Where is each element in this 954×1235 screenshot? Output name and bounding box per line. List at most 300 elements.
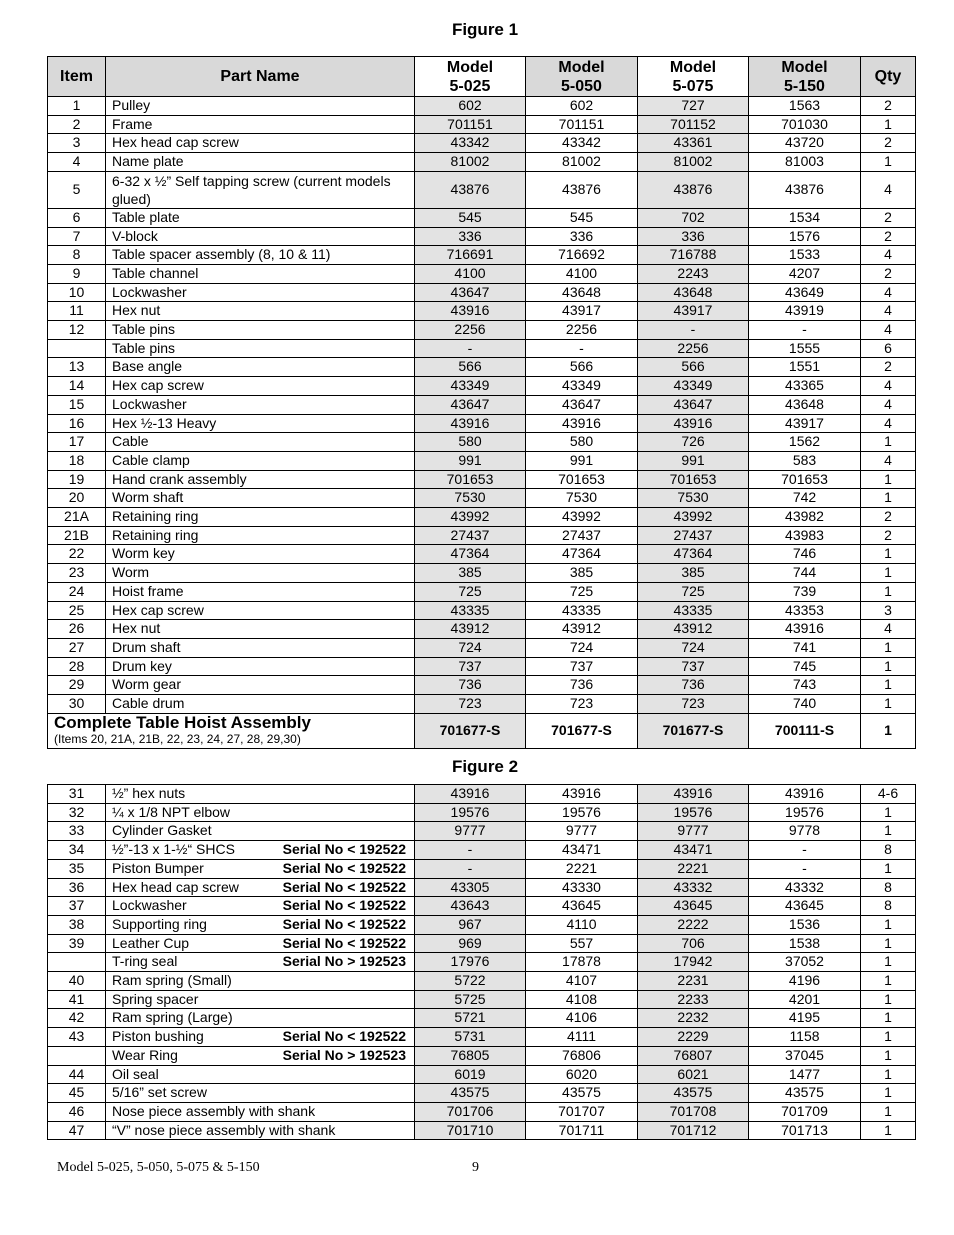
model-5-075-cell: 736 [638,676,749,695]
model-5-150-cell: 37052 [749,953,861,972]
qty-cell: 1 [861,115,916,134]
table-row [48,489,916,508]
assembly-model-5-025: 701677-S [415,713,526,748]
model-5-150-cell: - [749,841,861,860]
serial-number-note: Serial No > 192523 [282,1046,406,1063]
assembly-model-5-150: 700111-S [749,713,861,748]
table-row [48,1028,916,1047]
table-row [48,1102,916,1121]
model-5-075-cell: 43647 [638,395,749,414]
part-name-cell [106,953,415,972]
qty-cell: 4 [861,395,916,414]
qty-cell: 1 [861,859,916,878]
model-5-025-cell: 736 [415,676,526,695]
part-name-cell: V-block [106,227,415,246]
part-name-cell: Worm [106,564,415,583]
part-name-cell: Frame [106,115,415,134]
model-5-050-cell: 43342 [526,134,638,153]
table-row [48,676,916,695]
item-number-cell: 41 [48,990,106,1009]
part-name-cell: Lockwasher [106,283,415,302]
part-name-text: Lockwasher [112,897,187,914]
table-row [48,153,916,172]
model-5-150-cell: 43648 [749,395,861,414]
model-5-075-cell: 9777 [638,822,749,841]
part-name-text: Hex head cap screw [112,878,239,895]
table-row [48,803,916,822]
item-number-cell: 44 [48,1065,106,1084]
serial-number-note: Serial No < 192522 [282,897,406,914]
item-number-cell: 43 [48,1028,106,1047]
model-5-075-cell: 701152 [638,115,749,134]
serial-number-note: Serial No < 192522 [282,915,406,932]
model-5-150-cell: 43645 [749,897,861,916]
model-5-025-cell: 967 [415,915,526,934]
model-5-075-cell: 17942 [638,953,749,972]
model-5-025-cell: 6019 [415,1065,526,1084]
model-5-025-cell: - [415,859,526,878]
model-5-075-cell: 43648 [638,283,749,302]
model-5-075-cell: 702 [638,208,749,227]
model-5-025-cell: 43876 [415,171,526,208]
model-5-150-cell: 43649 [749,283,861,302]
model-5-050-cell: 43916 [526,414,638,433]
qty-cell: 4 [861,302,916,321]
part-name-cell: Worm gear [106,676,415,695]
model-5-025-cell: 47364 [415,545,526,564]
model-5-075-cell: 7530 [638,489,749,508]
model-5-025-cell: 43916 [415,414,526,433]
model-5-075-cell: 43916 [638,785,749,804]
part-name-cell: Drum shaft [106,638,415,657]
model-5-075-cell: 27437 [638,526,749,545]
model-5-050-cell: 701653 [526,470,638,489]
model-5-075-cell: 726 [638,433,749,452]
model-5-075-cell: 2221 [638,859,749,878]
model-5-150-cell: 4207 [749,264,861,283]
model-5-050-cell: 27437 [526,526,638,545]
qty-cell: 1 [861,990,916,1009]
qty-cell: 1 [861,1102,916,1121]
model-5-150-cell: 701709 [749,1102,861,1121]
table-row [48,953,916,972]
model-5-075-cell: 2233 [638,990,749,1009]
part-name-cell [106,841,415,860]
part-name-cell: Oil seal [106,1065,415,1084]
table-row [48,134,916,153]
model-5-150-cell: 43983 [749,526,861,545]
part-name-cell: Pulley [106,97,415,116]
model-5-150-cell: 746 [749,545,861,564]
qty-cell: 4 [861,620,916,639]
item-number-cell [48,339,106,358]
model-5-150-cell: 744 [749,564,861,583]
model-5-025-cell: 5725 [415,990,526,1009]
model-5-025-cell: 5731 [415,1028,526,1047]
table-row [48,321,916,340]
part-name-text: Wear Ring [112,1046,178,1063]
table-row [48,1009,916,1028]
model-5-050-cell: 724 [526,638,638,657]
table-row [48,264,916,283]
model-5-075-cell: 43361 [638,134,749,153]
qty-cell: 1 [861,676,916,695]
qty-cell: 1 [861,915,916,934]
model-5-050-cell: 43645 [526,897,638,916]
footer-models: Model 5-025, 5-050, 5-075 & 5-150 [57,1160,260,1175]
assembly-subtitle: (Items 20, 21A, 21B, 22, 23, 24, 27, 28, 29,30) [54,731,301,746]
model-5-150-cell: 43876 [749,171,861,208]
part-name-cell: Table pins [106,339,415,358]
model-5-050-cell: 9777 [526,822,638,841]
model-5-050-cell: 43648 [526,283,638,302]
table-row [48,470,916,489]
qty-cell: 2 [861,264,916,283]
part-name-cell [106,934,415,953]
part-name-cell: Lockwasher [106,395,415,414]
part-name-cell: Ram spring (Large) [106,1009,415,1028]
model-5-075-cell: 6021 [638,1065,749,1084]
part-name-cell: Hex nut [106,302,415,321]
model-5-150-cell: 701713 [749,1121,861,1140]
qty-cell: 2 [861,97,916,116]
part-name-cell: Nose piece assembly with shank [106,1102,415,1121]
model-5-075-cell: 701653 [638,470,749,489]
model-5-050-cell: 43330 [526,878,638,897]
model-5-025-cell: 4100 [415,264,526,283]
item-number-cell: 35 [48,859,106,878]
model-5-050-cell: 385 [526,564,638,583]
model-5-025-cell: 43643 [415,897,526,916]
model-5-050-cell: 725 [526,582,638,601]
qty-cell: 1 [861,972,916,991]
model-5-150-cell: 1536 [749,915,861,934]
model-5-050-cell: 4106 [526,1009,638,1028]
item-number-cell: 21A [48,508,106,527]
item-number-cell: 3 [48,134,106,153]
item-number-cell: 21B [48,526,106,545]
table-row [48,115,916,134]
model-5-025-cell: 725 [415,582,526,601]
col-header-qty: Qty [861,57,916,97]
part-name-cell [106,1028,415,1047]
serial-number-note: Serial No < 192522 [282,841,406,858]
item-number-cell: 25 [48,601,106,620]
model-5-025-cell: 19576 [415,803,526,822]
part-name-cell: Table plate [106,208,415,227]
model-5-075-cell: 706 [638,934,749,953]
model-5-150-cell: 37045 [749,1046,861,1065]
figure-2-parts-table [47,784,916,1140]
model-5-050-cell: 43471 [526,841,638,860]
qty-cell: 2 [861,134,916,153]
model-5-150-cell: 43332 [749,878,861,897]
qty-cell: 4 [861,414,916,433]
model-5-025-cell: - [415,841,526,860]
qty-cell: 1 [861,1028,916,1047]
model-5-050-cell: 43575 [526,1084,638,1103]
model-5-025-cell: 336 [415,227,526,246]
model-5-050-cell: 43917 [526,302,638,321]
model-5-150-cell: 742 [749,489,861,508]
col-header-model-5-075: Model 5-075 [638,57,749,97]
model-5-075-cell: 43992 [638,508,749,527]
table-row [48,601,916,620]
assembly-qty: 1 [861,713,916,748]
model-5-025-cell: 43647 [415,283,526,302]
model-5-150-cell: 743 [749,676,861,695]
table-row [48,433,916,452]
model-5-075-cell: 2232 [638,1009,749,1028]
model-5-050-cell: 701711 [526,1121,638,1140]
table-row [48,564,916,583]
model-5-050-cell: 701707 [526,1102,638,1121]
model-5-050-cell: 81002 [526,153,638,172]
part-name-cell: Retaining ring [106,526,415,545]
item-number-cell: 33 [48,822,106,841]
model-5-075-cell: 43912 [638,620,749,639]
model-5-075-cell: 43645 [638,897,749,916]
qty-cell: 1 [861,1121,916,1140]
model-5-150-cell: 43720 [749,134,861,153]
model-5-050-cell: 4108 [526,990,638,1009]
item-number-cell: 20 [48,489,106,508]
model-5-050-cell: 43876 [526,171,638,208]
qty-cell: 1 [861,953,916,972]
table-row [48,451,916,470]
item-number-cell: 31 [48,785,106,804]
model-5-025-cell: 43916 [415,785,526,804]
model-5-025-cell: 701706 [415,1102,526,1121]
table-row [48,97,916,116]
table-row [48,526,916,545]
part-name-cell [106,897,415,916]
item-number-cell [48,953,106,972]
qty-cell: 4 [861,377,916,396]
table-row [48,841,916,860]
model-5-075-cell: 2243 [638,264,749,283]
qty-cell: 4 [861,321,916,340]
model-5-025-cell: 7530 [415,489,526,508]
model-5-075-cell: 2256 [638,339,749,358]
qty-cell: 4-6 [861,785,916,804]
part-name-cell: Cable drum [106,695,415,714]
model-5-075-cell: - [638,321,749,340]
item-number-cell: 47 [48,1121,106,1140]
model-5-075-cell: 385 [638,564,749,583]
item-number-cell: 23 [48,564,106,583]
qty-cell: 1 [861,695,916,714]
assembly-model-5-050: 701677-S [526,713,638,748]
table-row [48,582,916,601]
item-number-cell: 1 [48,97,106,116]
model-5-025-cell: 9777 [415,822,526,841]
qty-cell: 4 [861,283,916,302]
part-name-cell: Retaining ring [106,508,415,527]
model-5-025-cell: 17976 [415,953,526,972]
table-row [48,859,916,878]
part-name-cell: Hand crank assembly [106,470,415,489]
part-name-cell: Cable clamp [106,451,415,470]
model-5-150-cell: 1534 [749,208,861,227]
model-5-150-cell: 19576 [749,803,861,822]
model-5-025-cell: 43912 [415,620,526,639]
qty-cell: 8 [861,878,916,897]
model-5-150-cell: 1576 [749,227,861,246]
item-number-cell: 24 [48,582,106,601]
qty-cell: 1 [861,545,916,564]
part-name-cell [106,878,415,897]
model-5-025-cell: - [415,339,526,358]
table-row [48,339,916,358]
serial-number-note: Serial No < 192522 [282,878,406,895]
part-name-text: T-ring seal [112,953,178,970]
part-name-text: Piston Bumper [112,859,204,876]
item-number-cell: 37 [48,897,106,916]
item-number-cell: 15 [48,395,106,414]
model-5-075-cell: 43917 [638,302,749,321]
model-5-025-cell: 737 [415,657,526,676]
item-number-cell: 26 [48,620,106,639]
model-5-025-cell: 580 [415,433,526,452]
serial-number-note: Serial No < 192522 [282,859,406,876]
qty-cell: 4 [861,246,916,265]
model-5-050-cell: 716692 [526,246,638,265]
table-row [48,990,916,1009]
assembly-title: Complete Table Hoist Assembly [54,713,311,732]
model-5-050-cell: 4110 [526,915,638,934]
model-5-150-cell: 1158 [749,1028,861,1047]
part-name-cell: 6-32 x ½” Self tapping screw (current models glued) [106,171,415,208]
table-row [48,508,916,527]
serial-number-note: Serial No < 192522 [282,1028,406,1045]
item-number-cell: 12 [48,321,106,340]
table-row [48,414,916,433]
model-5-050-cell: 736 [526,676,638,695]
model-5-075-cell: 723 [638,695,749,714]
model-5-075-cell: 716788 [638,246,749,265]
item-number-cell: 30 [48,695,106,714]
model-5-050-cell: 991 [526,451,638,470]
model-5-075-cell: 701708 [638,1102,749,1121]
qty-cell: 2 [861,358,916,377]
part-name-cell: Hex nut [106,620,415,639]
model-5-150-cell: 43575 [749,1084,861,1103]
table-row [48,915,916,934]
model-5-150-cell: 43919 [749,302,861,321]
part-name-cell: Name plate [106,153,415,172]
figure-1-parts-table [47,56,916,749]
model-5-025-cell: 724 [415,638,526,657]
model-5-075-cell: 2222 [638,915,749,934]
serial-number-note: Serial No > 192523 [282,953,406,970]
model-5-075-cell: 19576 [638,803,749,822]
qty-cell: 2 [861,508,916,527]
table-row [48,545,916,564]
item-number-cell: 32 [48,803,106,822]
table-row [48,695,916,714]
qty-cell: 1 [861,1084,916,1103]
table-row [48,395,916,414]
qty-cell: 1 [861,657,916,676]
model-5-150-cell: 4201 [749,990,861,1009]
model-5-150-cell: 1477 [749,1065,861,1084]
model-5-050-cell: 4100 [526,264,638,283]
model-5-050-cell: 566 [526,358,638,377]
model-5-050-cell: 43912 [526,620,638,639]
model-5-050-cell: 545 [526,208,638,227]
part-name-cell: ½” hex nuts [106,785,415,804]
part-name-cell: “V” nose piece assembly with shank [106,1121,415,1140]
model-5-075-cell: 43916 [638,414,749,433]
part-name-cell: Hex cap screw [106,377,415,396]
model-5-075-cell: 724 [638,638,749,657]
col-header-model-5-050: Model 5-050 [526,57,638,97]
item-number-cell: 19 [48,470,106,489]
table-row [48,657,916,676]
model-5-150-cell: 741 [749,638,861,657]
part-name-cell [106,1046,415,1065]
table-row [48,1046,916,1065]
item-number-cell: 14 [48,377,106,396]
model-5-050-cell: 43349 [526,377,638,396]
assembly-model-5-075: 701677-S [638,713,749,748]
model-5-025-cell: 43916 [415,302,526,321]
model-5-025-cell: 385 [415,564,526,583]
footer-page-number: 9 [472,1160,479,1175]
model-5-050-cell: 7530 [526,489,638,508]
table-row [48,1121,916,1140]
model-5-075-cell: 43335 [638,601,749,620]
table-row [48,878,916,897]
table-row [48,638,916,657]
model-5-025-cell: 2256 [415,321,526,340]
qty-cell: 1 [861,934,916,953]
model-5-150-cell: 4195 [749,1009,861,1028]
model-5-150-cell: - [749,321,861,340]
part-name-cell: ¼ x 1/8 NPT elbow [106,803,415,822]
model-5-050-cell: 557 [526,934,638,953]
model-5-050-cell: 336 [526,227,638,246]
qty-cell: 1 [861,564,916,583]
table-row [48,171,916,208]
model-5-150-cell: 583 [749,451,861,470]
qty-cell: 2 [861,227,916,246]
item-number-cell: 38 [48,915,106,934]
model-5-075-cell: 43575 [638,1084,749,1103]
model-5-050-cell: 737 [526,657,638,676]
model-5-150-cell: 81003 [749,153,861,172]
model-5-075-cell: 2231 [638,972,749,991]
model-5-075-cell: 725 [638,582,749,601]
item-number-cell: 22 [48,545,106,564]
model-5-050-cell: 2221 [526,859,638,878]
table-row [48,972,916,991]
qty-cell: 2 [861,526,916,545]
model-5-025-cell: 43349 [415,377,526,396]
part-name-cell: Hex ½-13 Heavy [106,414,415,433]
model-5-075-cell: 737 [638,657,749,676]
col-header-model-5-150: Model 5-150 [749,57,861,97]
item-number-cell: 8 [48,246,106,265]
model-5-150-cell: 4196 [749,972,861,991]
col-header-part-name: Part Name [106,57,415,97]
part-name-cell: Cable [106,433,415,452]
model-5-075-cell: 43876 [638,171,749,208]
model-5-025-cell: 723 [415,695,526,714]
model-5-150-cell: 1551 [749,358,861,377]
model-5-025-cell: 43647 [415,395,526,414]
